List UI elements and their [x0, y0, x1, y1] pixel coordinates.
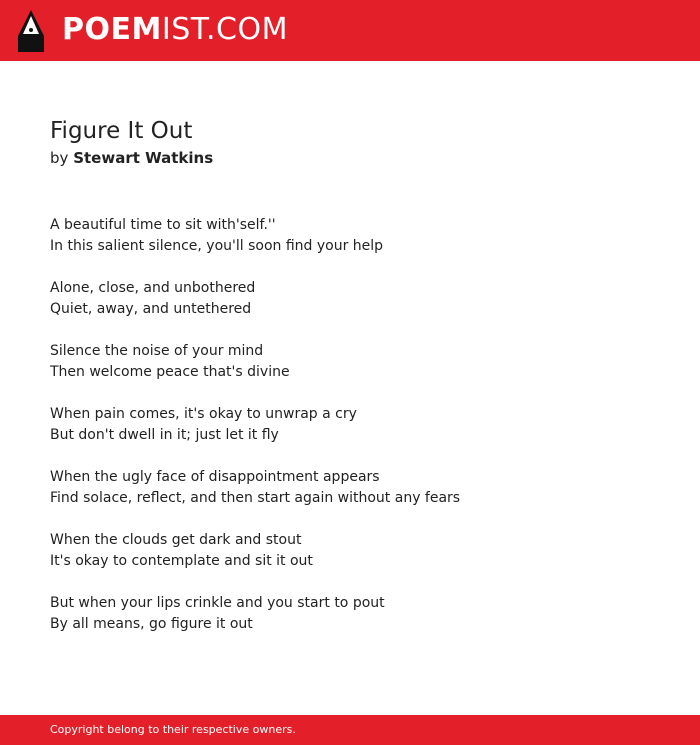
- poem-line: Alone, close, and unbothered: [50, 280, 256, 296]
- stanza: [50, 467, 650, 509]
- site-footer: [0, 715, 700, 745]
- poem-line: By all means, go figure it out: [50, 616, 253, 632]
- poem-line: When pain comes, it's okay to unwrap a cry: [50, 406, 357, 422]
- poem-author: Stewart Watkins: [73, 149, 214, 167]
- poem-line: It's okay to contemplate and sit it out: [50, 553, 313, 569]
- copyright-text: Copyright belong to their respective owners.: [50, 723, 296, 736]
- by-label: by: [50, 149, 69, 167]
- poem-line: When the clouds get dark and stout: [50, 532, 302, 548]
- poem-line: But don't dwell in it; just let it fly: [50, 427, 279, 443]
- poem-title: Figure It Out: [50, 118, 193, 144]
- poem-line: A beautiful time to sit with'self.'': [50, 217, 276, 233]
- brand-bold: POEM: [62, 12, 162, 47]
- poem-line: But when your lips crinkle and you start to pout: [50, 595, 385, 611]
- stanza: [50, 341, 650, 383]
- stanza: [50, 593, 650, 635]
- site-header: [0, 0, 700, 61]
- poem-line: Quiet, away, and untethered: [50, 301, 252, 317]
- site-logo-text[interactable]: [62, 12, 288, 48]
- stanza: [50, 278, 650, 320]
- stanza: [50, 404, 650, 446]
- brand-light: IST.COM: [161, 12, 288, 47]
- pen-nib-icon[interactable]: [18, 10, 44, 52]
- poem-line: In this salient silence, you'll soon find your help: [50, 238, 384, 254]
- poem-line: Then welcome peace that's divine: [50, 364, 290, 380]
- poem-body: [50, 215, 650, 635]
- poem-byline: [50, 147, 650, 169]
- stanza: [50, 215, 650, 257]
- poem-line: Find solace, reflect, and then start again without any fears: [50, 490, 461, 506]
- stanza: [50, 530, 650, 572]
- poem-container: [50, 115, 650, 656]
- poem-line: When the ugly face of disappointment appears: [50, 469, 380, 485]
- poem-line: Silence the noise of your mind: [50, 343, 264, 359]
